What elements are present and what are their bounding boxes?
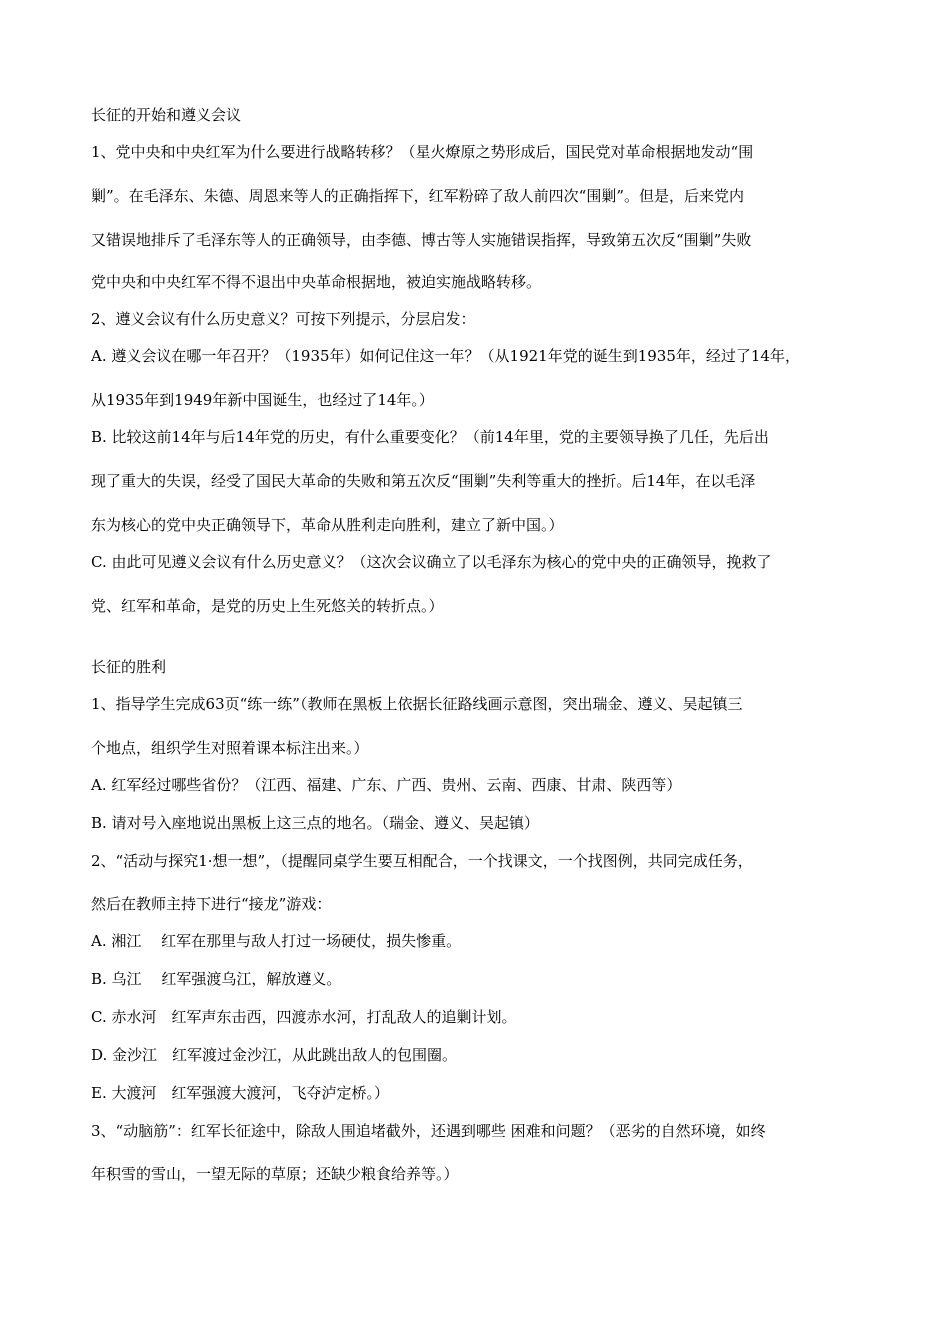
q1-line-2: 剿”。在毛泽东、朱德、周恩来等人的正确指挥下，红军粉碎了敌人前四次“围剿”。但是，后来党内 xyxy=(91,187,745,205)
victory-q2-line-2: 然后在教师主持下进行“接龙”游戏： xyxy=(91,895,332,913)
river-item-chishui: C. 赤水河 红军声东击西，四渡赤水河，打乱敌人的追剿计划。 xyxy=(91,1008,517,1026)
section-heading-long-march-start: 长征的开始和遵义会议 xyxy=(91,106,242,124)
victory-q1b: B. 请对号入座地说出黑板上这三点的地名。（瑞金、遵义、吴起镇） xyxy=(91,814,540,832)
qb-line-2: 现了重大的失误，经受了国民大革命的失败和第五次反“围剿”失利等重大的挫折。后14年，在以毛泽 xyxy=(91,472,756,490)
section-heading-long-march-victory: 长征的胜利 xyxy=(91,658,167,676)
qb-line-1: B. 比较这前14年与后14年党的历史，有什么重要变化？（前14年里，党的主要领导换了几任，先后出 xyxy=(91,428,769,446)
q1-line-3: 又错误地排斥了毛泽东等人的正确领导，由李德、博古等人实施错误指挥，导致第五次反“围剿”失败 xyxy=(91,231,752,249)
q1-line-4: 党中央和中央红军不得不退出中央革命根据地，被迫实施战略转移。 xyxy=(91,273,542,291)
river-item-wujiang: B. 乌江 红军强渡乌江，解放遵义。 xyxy=(91,970,342,988)
river-item-xiangjiang: A. 湘江 红军在那里与敌人打过一场硬仗，损失惨重。 xyxy=(91,932,462,950)
qc-line-1: C. 由此可见遵义会议有什么历史意义？（这次会议确立了以毛泽东为核心的党中央的正确领导，挽救了 xyxy=(91,553,772,571)
qb-line-3: 东为核心的党中央正确领导下，革命从胜利走向胜利，建立了新中国。） xyxy=(91,516,564,534)
victory-q1-line-2: 个地点，组织学生对照着课本标注出来。） xyxy=(91,739,369,757)
victory-q1a: A. 红军经过哪些省份？（江西、福建、广东、广西、贵州、云南、西康、甘肃、陕西等） xyxy=(91,776,682,794)
q1-line-1: 1、党中央和中央红军为什么要进行战略转移？（星火燎原之势形成后，国民党对革命根据地发动“围 xyxy=(91,143,754,161)
victory-q2-line-1: 2、“活动与探究1·想一想”，（提醒同桌学生要互相配合，一个找课文，一个找图例，共同完成任务， xyxy=(91,852,753,870)
river-item-jinsha: D. 金沙江 红军渡过金沙江，从此跳出敌人的包围圈。 xyxy=(91,1046,458,1064)
river-item-dadu: E. 大渡河 红军强渡大渡河，飞夺泸定桥。） xyxy=(91,1084,389,1102)
qa-line-1: A. 遵义会议在哪一年召开？（1935年）如何记住这一年？（从1921年党的诞生到1935年，经过了14年， xyxy=(91,347,800,365)
qa-line-2: 从1935年到1949年新中国诞生，也经过了14年。） xyxy=(91,391,434,409)
victory-q3-line-2: 年积雪的雪山，一望无际的草原；还缺少粮食给养等。） xyxy=(91,1165,459,1183)
q2-intro: 2、遵义会议有什么历史意义？可按下列提示，分层启发： xyxy=(91,310,476,328)
qc-line-2: 党、红军和革命，是党的历史上生死悠关的转折点。） xyxy=(91,597,444,615)
victory-q3-line-1: 3、“动脑筋”：红军长征途中，除敌人围追堵截外，还遇到哪些 困难和问题？（恶劣的自然环境，如终 xyxy=(91,1122,766,1140)
victory-q1-line-1: 1、指导学生完成63页“练一练”（教师在黑板上依据长征路线画示意图，突出瑞金、遵义、吴起镇三 xyxy=(91,695,743,713)
